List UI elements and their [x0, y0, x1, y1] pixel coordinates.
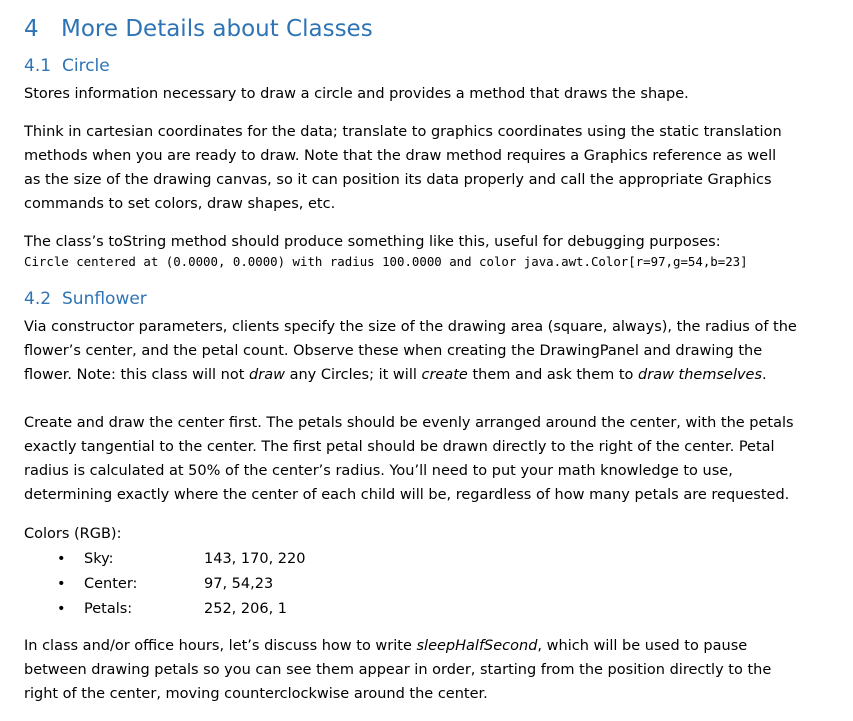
- bullet-icon: •: [57, 551, 66, 567]
- text-line: flower. Note: this class will not draw any Circles; it will create them and ask them to draw themselves.: [24, 367, 767, 383]
- section-number: 4: [24, 16, 39, 42]
- subsection-title: Circle: [62, 56, 110, 76]
- colors-label: Colors (RGB):: [24, 526, 122, 542]
- color-name: Sky:: [84, 551, 114, 567]
- text-line: commands to set colors, draw shapes, etc.: [24, 196, 336, 212]
- bullet-icon: •: [57, 601, 66, 617]
- text-line: between drawing petals so you can see them appear in order, starting from the position directly to the: [24, 662, 772, 678]
- text-line: right of the center, moving counterclockwise around the center.: [24, 686, 488, 702]
- section-4-heading: [24, 16, 373, 42]
- text-line: as the size of the drawing canvas, so it can position its data properly and call the appropriate Graphics: [24, 172, 772, 188]
- text-line: Think in cartesian coordinates for the data; translate to graphics coordinates using the static translation: [24, 124, 782, 140]
- subsection-number: 4.1: [24, 56, 52, 76]
- text-line: exactly tangential to the center. The first petal should be drawn directly to the right of the center. Petal: [24, 439, 775, 455]
- color-value: 97, 54,23: [204, 576, 274, 592]
- text-line: radius is calculated at 50% of the center’s radius. You’ll need to put your math knowledge to use,: [24, 463, 733, 479]
- sleep-half-second-paragraph: [24, 634, 804, 706]
- color-value: 143, 170, 220: [204, 551, 306, 567]
- circle-coordinates-paragraph: [24, 120, 804, 216]
- text-line: Via constructor parameters, clients specify the size of the drawing area (square, always), the radius of the: [24, 319, 797, 335]
- text-line: flower’s center, and the petal count. Observe these when creating the DrawingPanel and drawing the: [24, 343, 763, 359]
- color-value: 252, 206, 1: [204, 601, 288, 617]
- text-line: Create and draw the center first. The petals should be evenly arranged around the center, with the petals: [24, 415, 794, 431]
- section-title: More Details about Classes: [61, 16, 373, 42]
- color-name: Petals:: [84, 601, 133, 617]
- circle-heading: [24, 56, 110, 76]
- subsection-number: 4.2: [24, 289, 52, 309]
- text-line: determining exactly where the center of each child will be, regardless of how many petals are requested.: [24, 487, 790, 503]
- text-line: methods when you are ready to draw. Note that the draw method requires a Graphics reference as well: [24, 148, 777, 164]
- text-line: In class and/or office hours, let’s discuss how to write sleepHalfSecond, which will be used to pause: [24, 638, 748, 654]
- sunflower-heading: [24, 289, 147, 309]
- sunflower-petals-paragraph: [24, 411, 804, 507]
- color-name: Center:: [84, 576, 138, 592]
- tostring-example-code: Circle centered at (0.0000, 0.0000) with radius 100.0000 and color java.awt.Color[r=97,g=54,b=23]: [24, 254, 748, 269]
- sunflower-constructor-paragraph: [24, 315, 804, 387]
- tostring-paragraph: The class’s toString method should produce something like this, useful for debugging purposes:: [24, 234, 721, 250]
- circle-summary: Stores information necessary to draw a circle and provides a method that draws the shape.: [24, 86, 689, 102]
- bullet-icon: •: [57, 576, 66, 592]
- subsection-title: Sunflower: [62, 289, 147, 309]
